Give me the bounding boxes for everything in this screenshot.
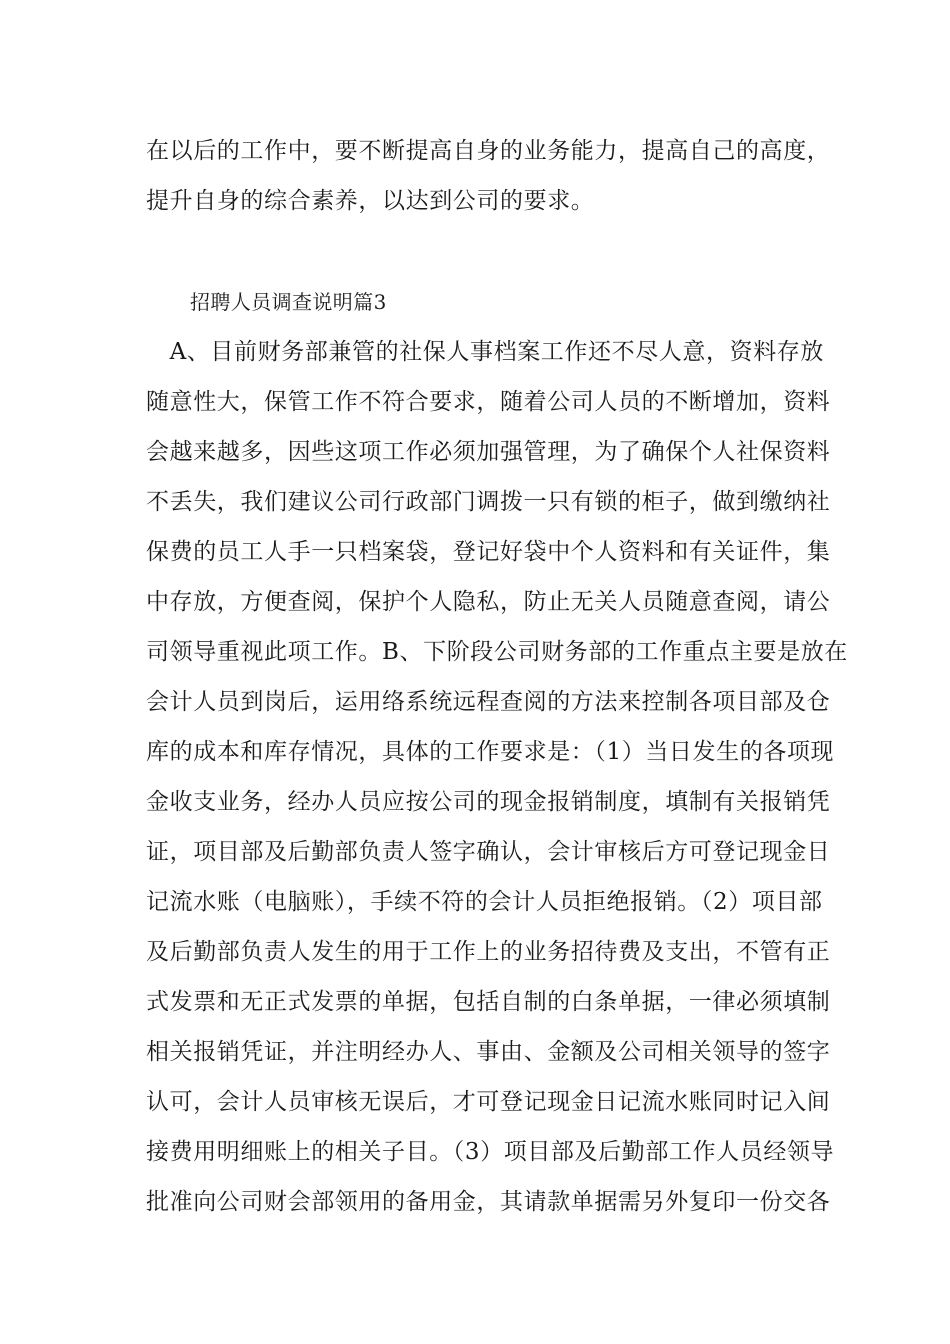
body-line: 库的成本和库存情况，具体的工作要求是：（1）当日发生的各项现: [146, 739, 835, 765]
body-line: 随意性大，保管工作不符合要求，随着公司人员的不断增加，资料: [146, 389, 831, 415]
body-line: 批准向公司财会部领用的备用金，其请款单据需另外复印一份交各: [146, 1189, 831, 1215]
body-line: 及后勤部负责人发生的用于工作上的业务招待费及支出，不管有正: [146, 939, 831, 965]
body-line: 不丢失，我们建议公司行政部门调拨一只有锁的柜子，做到缴纳社: [146, 489, 831, 515]
body-line: 式发票和无正式发票的单据，包括自制的白条单据，一律必须填制: [146, 989, 831, 1015]
body-line: 认可，会计人员审核无误后，才可登记现金日记流水账同时记入间: [146, 1089, 831, 1115]
intro-line: 在以后的工作中，要不断提高自身的业务能力，提高自己的高度，: [146, 138, 831, 164]
body-line: 相关报销凭证，并注明经办人、事由、金额及公司相关领导的签字: [146, 1039, 831, 1065]
body-line: 接费用明细账上的相关子目。（3）项目部及后勤部工作人员经领导: [146, 1139, 835, 1165]
section-heading: 招聘人员调查说明篇3: [190, 290, 387, 314]
body-line: 中存放，方便查阅，保护个人隐私，防止无关人员随意查阅，请公: [146, 589, 831, 615]
body-line: 保费的员工人手一只档案袋，登记好袋中个人资料和有关证件，集: [146, 539, 831, 565]
body-line: 会计人员到岗后，运用络系统远程查阅的方法来控制各项目部及仓: [146, 689, 831, 715]
intro-line: 提升自身的综合素养，以达到公司的要求。: [146, 188, 595, 214]
body-line: 金收支业务，经办人员应按公司的现金报销制度，填制有关报销凭: [146, 789, 831, 815]
body-line: 司领导重视此项工作。B、下阶段公司财务部的工作重点主要是放在: [146, 639, 848, 665]
body-line: 会越来越多，因些这项工作必须加强管理，为了确保个人社保资料: [146, 439, 831, 465]
body-line: A、目前财务部兼管的社保人事档案工作还不尽人意，资料存放: [146, 339, 825, 365]
body-line: 记流水账（电脑账），手续不符的会计人员拒绝报销。（2）项目部: [146, 889, 823, 915]
body-line: 证，项目部及后勤部负责人签字确认，会计审核后方可登记现金日: [146, 839, 831, 865]
